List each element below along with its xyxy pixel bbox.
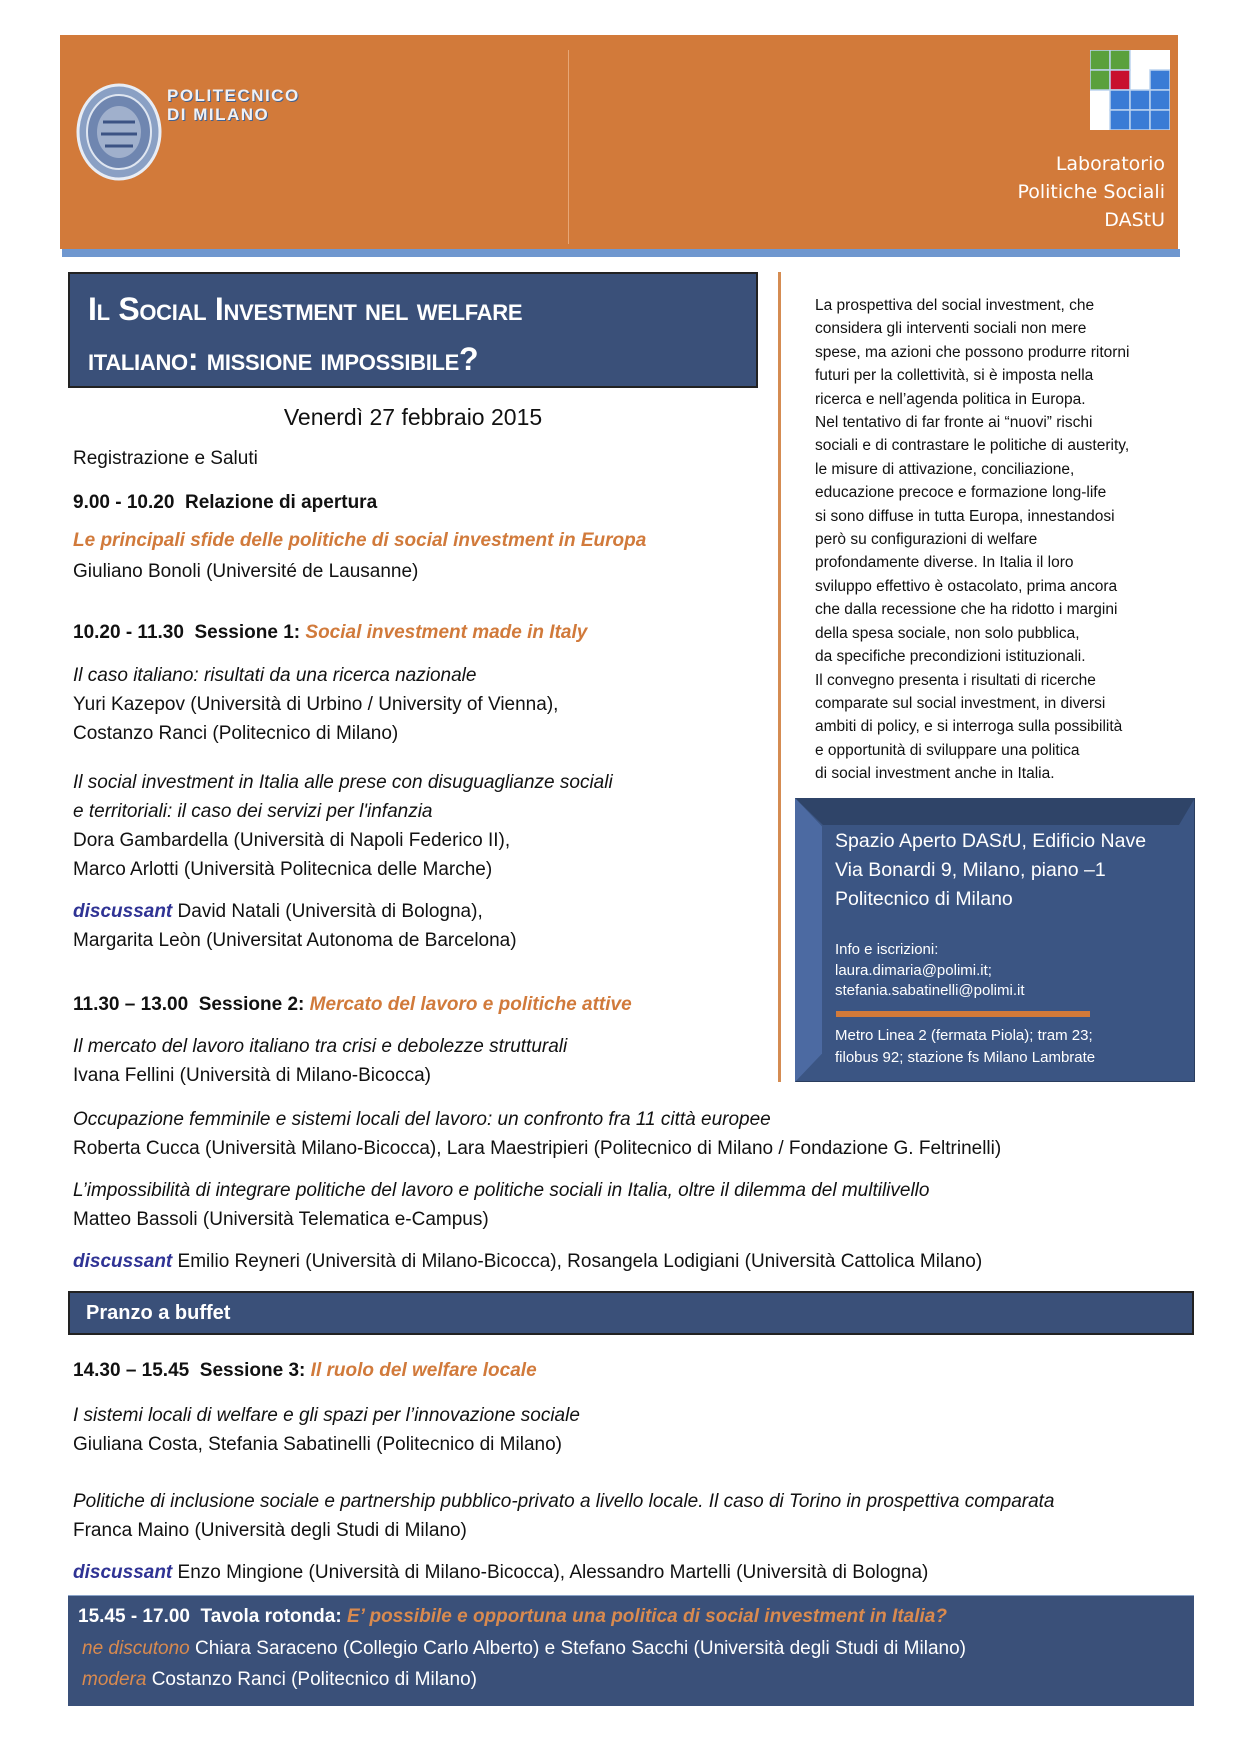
talk-title: Politiche di inclusione sociale e partnership pubblico-privato a livello locale. Il caso di Torino in prospettiva comparata bbox=[73, 1491, 1055, 1512]
session-label: Sessione 2: bbox=[198, 994, 305, 1015]
title-box bbox=[68, 272, 758, 388]
transport-line: filobus 92; stazione fs Milano Lambrate bbox=[835, 1049, 1096, 1066]
abstract-line: educazione precoce e formazione long-life bbox=[815, 484, 1107, 502]
lab-name bbox=[1017, 150, 1165, 234]
moderator-label: modera bbox=[82, 1669, 147, 1690]
abstract-line: futuri per la collettività, si è imposta nella bbox=[815, 367, 1094, 385]
abstract-line: si sono diffuse in tutta Europa, innestandosi bbox=[815, 507, 1115, 525]
talk-title: Occupazione femminile e sistemi locali del lavoro: un confronto fra 11 città europee bbox=[73, 1109, 771, 1130]
discussant-label: discussant bbox=[73, 901, 173, 922]
session1-heading bbox=[73, 621, 587, 645]
talk-title: Le principali sfide delle politiche di social investment in Europa bbox=[73, 530, 647, 551]
abstract bbox=[815, 294, 1175, 786]
discussant: Emilio Reyneri (Università di Milano-Bicocca), Rosangela Lodigiani (Università Cattolica Milano) bbox=[177, 1251, 983, 1272]
session-time: 15.45 - 17.00 bbox=[78, 1606, 190, 1627]
session-topic: Il ruolo del welfare locale bbox=[310, 1360, 537, 1381]
discussant-line bbox=[73, 1561, 928, 1585]
moderator: Costanzo Ranci (Politecnico di Milano) bbox=[151, 1669, 477, 1690]
header-banner bbox=[60, 35, 1178, 249]
abstract-line: spese, ma azioni che possono produrre ritorni bbox=[815, 343, 1130, 361]
abstract-line: e opportunità di sviluppare una politica bbox=[815, 741, 1080, 759]
registration: Registrazione e Saluti bbox=[73, 448, 258, 469]
venue-transport bbox=[835, 1025, 1095, 1069]
speaker: Dora Gambardella (Università di Napoli Federico II), bbox=[73, 830, 511, 851]
abstract-line: da specifiche precondizioni istituzionali. bbox=[815, 648, 1086, 666]
session-time: 10.20 - 11.30 bbox=[73, 622, 184, 643]
session-time: 9.00 - 10.20 bbox=[73, 492, 175, 513]
session2-heading bbox=[73, 993, 632, 1017]
venue-contacts bbox=[835, 940, 1025, 1002]
speaker: Franca Maino (Università degli Studi di Milano) bbox=[73, 1520, 467, 1541]
discussant: Margarita Leòn (Universitat Autonoma de Barcelona) bbox=[73, 930, 517, 951]
discussant-label: discussant bbox=[73, 1251, 173, 1272]
discussant: David Natali (Università di Bologna), bbox=[177, 901, 483, 922]
abstract-line: considera gli interventi sociali non mere bbox=[815, 320, 1087, 338]
session-topic: Social investment made in Italy bbox=[305, 622, 588, 643]
abstract-line: che dalla recessione che ha ridotto i margini bbox=[815, 601, 1118, 619]
venue-box-bevel bbox=[795, 798, 822, 1082]
discussant-line bbox=[73, 1250, 982, 1274]
speaker: Roberta Cucca (Università Milano-Bicocca), Lara Maestripieri (Politecnico di Milano / Fondazione G. Feltrinelli) bbox=[73, 1138, 1002, 1159]
speaker: Marco Arlotti (Università Politecnica delle Marche) bbox=[73, 859, 493, 880]
panelists: Chiara Saraceno (Collegio Carlo Alberto) e Stefano Sacchi (Università degli Studi di Milano) bbox=[195, 1638, 966, 1659]
lunch-band bbox=[68, 1291, 1194, 1335]
opening-heading bbox=[73, 491, 377, 515]
session-topic: E’ possibile e opportuna una politica di social investment in Italia? bbox=[346, 1606, 947, 1627]
lab-name-line1: Laboratorio bbox=[1055, 153, 1165, 175]
institution-line2: DI MILANO bbox=[167, 105, 270, 124]
venue-line1 bbox=[835, 827, 1146, 856]
title-line2: italiano: missione impossibile? bbox=[88, 341, 479, 377]
abstract-line: La prospettiva del social investment, che bbox=[815, 297, 1095, 314]
lab-name-line3: DAStU bbox=[1104, 209, 1165, 231]
abstract-line: profondamente diverse. In Italia il loro bbox=[815, 554, 1074, 572]
column-divider bbox=[778, 272, 781, 1082]
talk-title: Il social investment in Italia alle prese con disuguaglianze sociali bbox=[73, 772, 613, 793]
session-label: Tavola rotonda: bbox=[200, 1606, 342, 1627]
venue-box-bevel bbox=[795, 798, 1195, 825]
venue-line2: Via Bonardi 9, Milano, piano –1 bbox=[835, 859, 1106, 881]
venue-name-part: Spazio Aperto DAS bbox=[835, 830, 1002, 852]
talk-title: Il caso italiano: risultati da una ricerca nazionale bbox=[73, 665, 477, 686]
lunch-label: Pranzo a buffet bbox=[86, 1302, 231, 1324]
lab-logo-icon bbox=[1090, 50, 1170, 130]
session3-heading bbox=[73, 1359, 537, 1383]
speaker: Giuliano Bonoli (Université de Lausanne) bbox=[73, 561, 419, 582]
round-table-band bbox=[68, 1595, 1194, 1706]
email-link[interactable]: laura.dimaria@polimi.it; bbox=[835, 961, 992, 979]
abstract-line: Nel tentativo di far fronte ai “nuovi” rischi bbox=[815, 414, 1093, 432]
email-link[interactable]: stefania.sabatinelli@polimi.it bbox=[835, 982, 1025, 999]
abstract-line: le misure di attivazione, conciliazione, bbox=[815, 460, 1075, 478]
session-topic: Mercato del lavoro e politiche attive bbox=[309, 994, 632, 1015]
venue-name-part: U, Edificio Nave bbox=[1007, 830, 1147, 852]
panel-label: ne discutono bbox=[82, 1638, 190, 1659]
discussant-line bbox=[73, 900, 483, 924]
discussant: Enzo Mingione (Università di Milano-Bicocca), Alessandro Martelli (Università di Bologna) bbox=[177, 1562, 929, 1583]
transport-line: Metro Linea 2 (fermata Piola); tram 23; bbox=[835, 1027, 1093, 1044]
talk-title: e territoriali: il caso dei servizi per l'infanzia bbox=[73, 801, 433, 822]
moderator-line bbox=[82, 1668, 477, 1692]
session-time: 11.30 – 13.00 bbox=[73, 994, 189, 1015]
venue-address bbox=[835, 827, 1146, 914]
abstract-line: ricerca e nell’agenda politica in Europa. bbox=[815, 390, 1086, 408]
speaker: Giuliana Costa, Stefania Sabatinelli (Politecnico di Milano) bbox=[73, 1434, 562, 1455]
abstract-line: di social investment anche in Italia. bbox=[815, 765, 1055, 783]
session-label: Sessione 3: bbox=[199, 1360, 306, 1381]
talk-title: L’impossibilità di integrare politiche del lavoro e politiche sociali in Italia, oltre il dilemma del multilivello bbox=[73, 1180, 930, 1201]
round-table-heading bbox=[78, 1605, 947, 1629]
institution-name bbox=[167, 86, 300, 124]
lab-name-line2: Politiche Sociali bbox=[1017, 181, 1165, 203]
speaker: Yuri Kazepov (Università di Urbino / University of Vienna), bbox=[73, 694, 559, 715]
speaker: Matteo Bassoli (Università Telematica e-Campus) bbox=[73, 1209, 489, 1230]
abstract-line: sociali e di contrastare le politiche di austerity, bbox=[815, 437, 1130, 455]
talk-title: I sistemi locali di welfare e gli spazi per l’innovazione sociale bbox=[73, 1405, 580, 1426]
session-time: 14.30 – 15.45 bbox=[73, 1360, 190, 1381]
abstract-line: sviluppo effettivo è ostacolato, prima ancora bbox=[815, 577, 1118, 595]
header-strip bbox=[62, 249, 1180, 257]
discussant-label: discussant bbox=[73, 1562, 173, 1583]
abstract-line: della spesa sociale, non solo pubblica, bbox=[815, 624, 1080, 642]
panel-line bbox=[82, 1637, 966, 1661]
abstract-line: ambiti di policy, e si interroga sulla possibilità bbox=[815, 718, 1123, 736]
polimi-seal-icon bbox=[75, 82, 163, 182]
session-label: Relazione di apertura bbox=[184, 492, 378, 513]
session-label: Sessione 1: bbox=[194, 622, 301, 643]
info-label: Info e iscrizioni: bbox=[835, 941, 939, 958]
abstract-line: però su configurazioni di welfare bbox=[815, 531, 1038, 549]
speaker: Ivana Fellini (Università di Milano-Bicocca) bbox=[73, 1065, 431, 1086]
talk-title: Il mercato del lavoro italiano tra crisi e debolezze strutturali bbox=[73, 1036, 568, 1057]
event-date: Venerdì 27 febbraio 2015 bbox=[283, 404, 543, 430]
abstract-line: Il convegno presenta i risultati di ricerche bbox=[815, 671, 1096, 689]
header-divider bbox=[568, 50, 569, 244]
venue-divider bbox=[836, 1011, 1090, 1017]
venue-name-part: t bbox=[1001, 830, 1008, 852]
institution-line1: POLITECNICO bbox=[167, 86, 300, 105]
page-title bbox=[88, 284, 522, 384]
abstract-line: comparate sul social investment, in diversi bbox=[815, 694, 1106, 712]
venue-line3: Politecnico di Milano bbox=[835, 888, 1013, 910]
title-line1: Il Social Investment nel welfare bbox=[88, 291, 523, 327]
speaker: Costanzo Ranci (Politecnico di Milano) bbox=[73, 723, 399, 744]
